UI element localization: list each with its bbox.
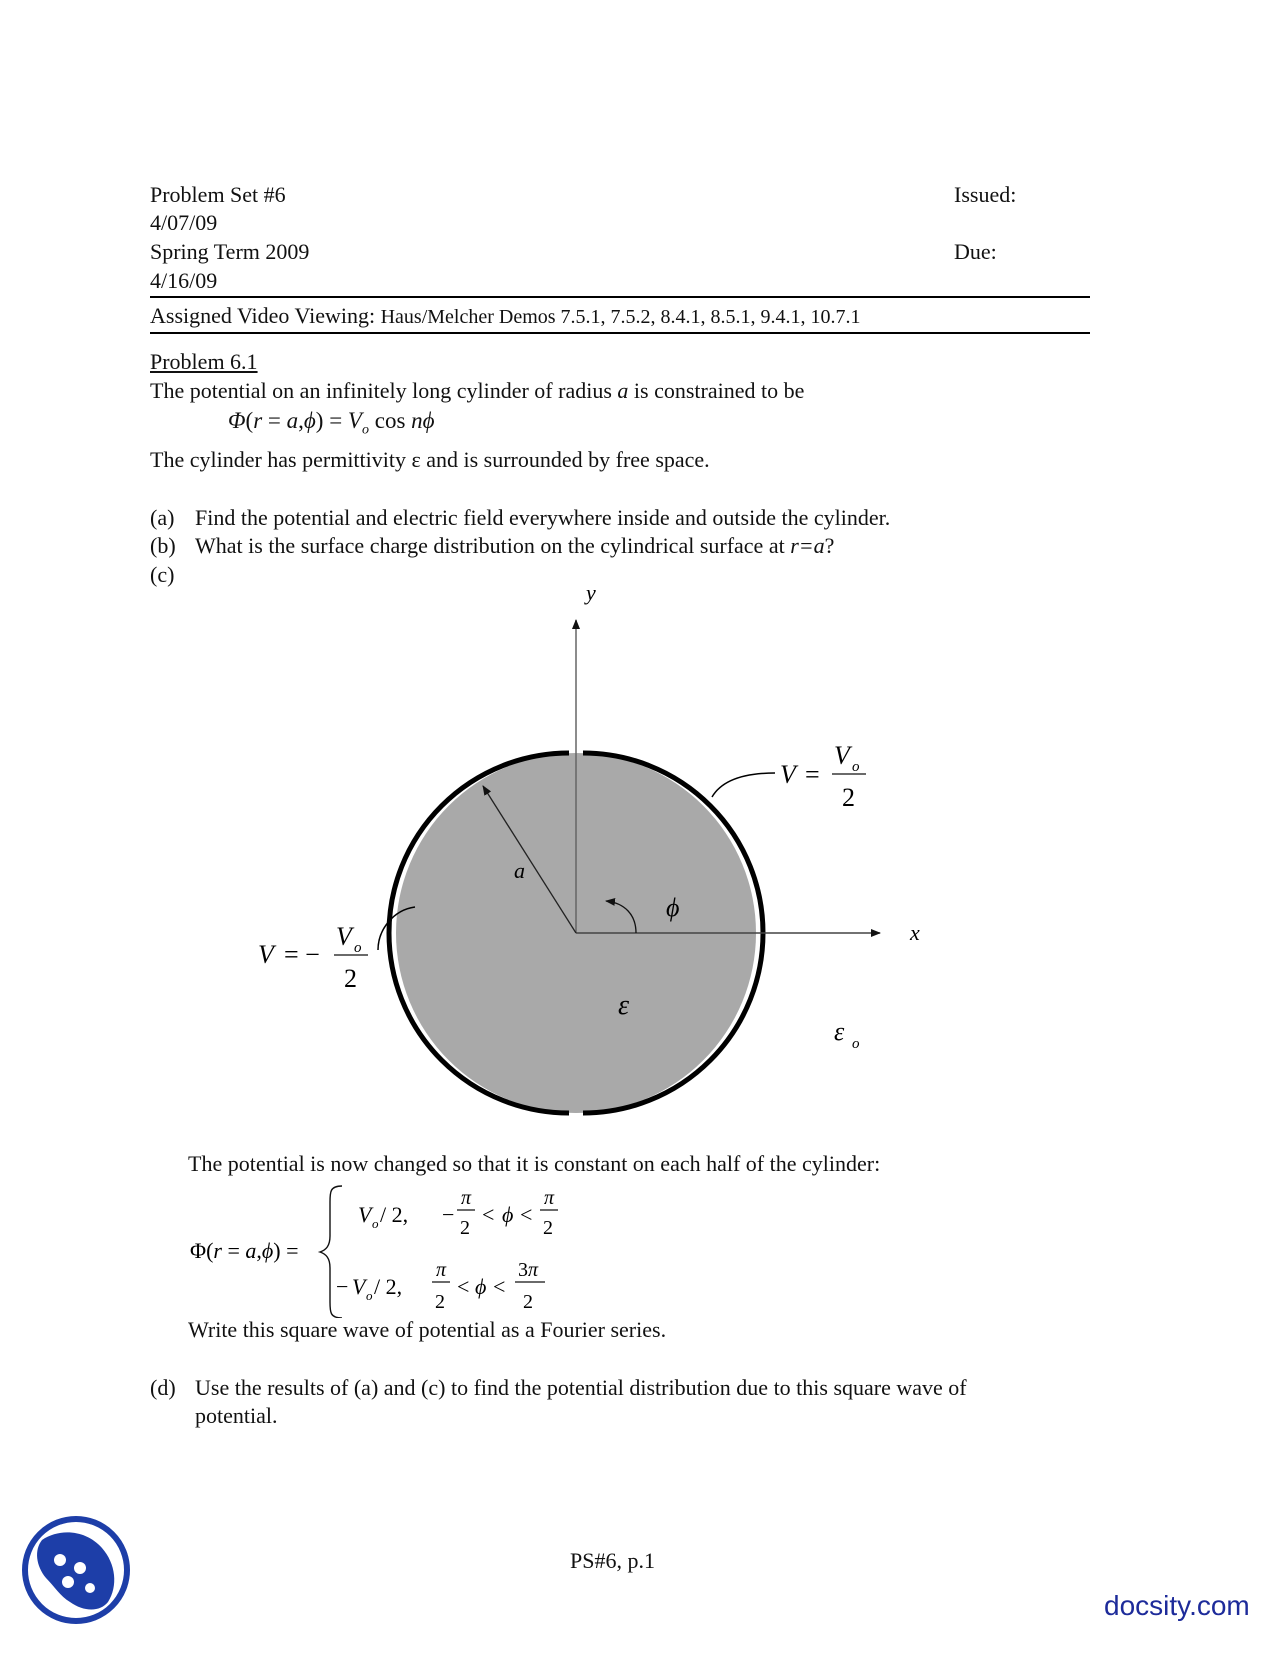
docsity-brand[interactable]: docsity.com xyxy=(1104,1590,1250,1621)
fourier-text: Write this square wave of potential as a Fourier series. xyxy=(188,1317,667,1342)
video-list: Haus/Melcher Demos 7.5.1, 7.5.2, 8.4.1, 8.5.1, 9.4.1, 10.7.1 xyxy=(380,306,861,328)
v-right-v: V xyxy=(780,760,796,789)
svg-text:ϕ: ϕ xyxy=(502,1202,514,1227)
term: Spring Term 2009 xyxy=(150,239,310,264)
radius-label: a xyxy=(514,858,525,883)
svg-text:ϕ: ϕ xyxy=(475,1274,487,1299)
y-axis-label: y xyxy=(586,580,596,605)
part-a-label: (a) xyxy=(150,505,175,530)
eps-outside-sub: o xyxy=(852,1036,860,1052)
boundary-equation: $\Phi(r = a,\phi) = V_o$ cos nϕ xyxy=(228,408,435,438)
svg-text:<: < xyxy=(520,1202,533,1227)
v-left-eq: = − xyxy=(284,940,320,969)
part-d-label: (d) xyxy=(150,1375,176,1400)
svg-text:<: < xyxy=(457,1274,470,1299)
svg-text:<: < xyxy=(482,1202,495,1227)
svg-text:3π: 3π xyxy=(518,1259,539,1281)
permittivity-text: The cylinder has permittivity ε and is surrounded by free space. xyxy=(150,447,710,472)
part-b-var: r=a xyxy=(790,533,825,558)
svg-text:<: < xyxy=(493,1274,506,1299)
problem-set-title: Problem Set #6 xyxy=(150,182,286,207)
angle-label: ϕ xyxy=(666,893,680,922)
leader-right xyxy=(712,773,775,797)
v-right-eq: = xyxy=(805,760,820,789)
svg-text:−: − xyxy=(442,1202,455,1227)
eps-inside-label: ε xyxy=(618,990,630,1021)
svg-text:2: 2 xyxy=(543,1217,553,1239)
issued-label: Issued: xyxy=(954,182,1017,207)
svg-text:−: − xyxy=(336,1274,349,1299)
intro-var: a xyxy=(617,378,629,403)
problem-title: Problem 6.1 xyxy=(150,349,258,374)
v-left-v: V xyxy=(258,940,274,969)
v-right-label xyxy=(780,741,866,812)
svg-text:V: V xyxy=(358,1202,372,1227)
video-label: Assigned Video Viewing: xyxy=(150,303,381,328)
intro-end: is constrained to be xyxy=(633,378,805,403)
part-d-line1: Use the results of (a) and (c) to find the potential distribution due to this square wave of xyxy=(195,1375,967,1400)
eps-outside-label: ε xyxy=(834,1017,845,1046)
v-left-den: 2 xyxy=(344,964,357,993)
svg-text:2: 2 xyxy=(523,1291,533,1313)
v-right-den: 2 xyxy=(842,783,855,812)
svg-text:2: 2 xyxy=(460,1217,470,1239)
svg-text:2: 2 xyxy=(435,1291,445,1313)
intro-text: The potential on an infinitely long cylinder of radius xyxy=(150,378,612,403)
part-a-text: Find the potential and electric field everywhere inside and outside the cylinder. xyxy=(195,505,891,530)
part-b-label: (b) xyxy=(150,533,176,558)
svg-text:π: π xyxy=(436,1259,447,1281)
svg-text:V: V xyxy=(352,1274,366,1299)
due-date: 4/16/09 xyxy=(150,268,218,293)
issued-date: 4/07/09 xyxy=(150,210,218,235)
svg-text:/ 2,: / 2, xyxy=(380,1202,409,1227)
due-label: Due: xyxy=(954,239,997,264)
v-right-num-sub: o xyxy=(852,759,860,775)
svg-text:Φ(r = a,ϕ) =: Φ(r = a,ϕ) = xyxy=(190,1238,299,1263)
svg-text:/ 2,: / 2, xyxy=(374,1274,403,1299)
v-right-num: V xyxy=(834,741,850,770)
v-left-label xyxy=(258,922,368,993)
svg-text:o: o xyxy=(372,1216,379,1231)
part-d-line2: potential. xyxy=(195,1403,278,1428)
svg-text:o: o xyxy=(366,1288,373,1303)
part-c-label: (c) xyxy=(150,562,175,587)
piecewise-equation xyxy=(180,1178,600,1318)
v-left-num-sub: o xyxy=(354,940,362,956)
part-b-end: ? xyxy=(824,533,835,558)
svg-text:π: π xyxy=(461,1187,472,1209)
svg-text:π: π xyxy=(544,1187,555,1209)
potential-changed-text: The potential is now changed so that it is constant on each half of the cylinder: xyxy=(188,1151,881,1176)
v-left-num: V xyxy=(336,922,352,951)
x-axis-label: x xyxy=(910,920,920,945)
part-b-pre: What is the surface charge distribution on the cylindrical surface at xyxy=(195,533,785,558)
page-number: PS#6, p.1 xyxy=(570,1548,655,1573)
docsity-logo-icon[interactable] xyxy=(20,1514,132,1626)
